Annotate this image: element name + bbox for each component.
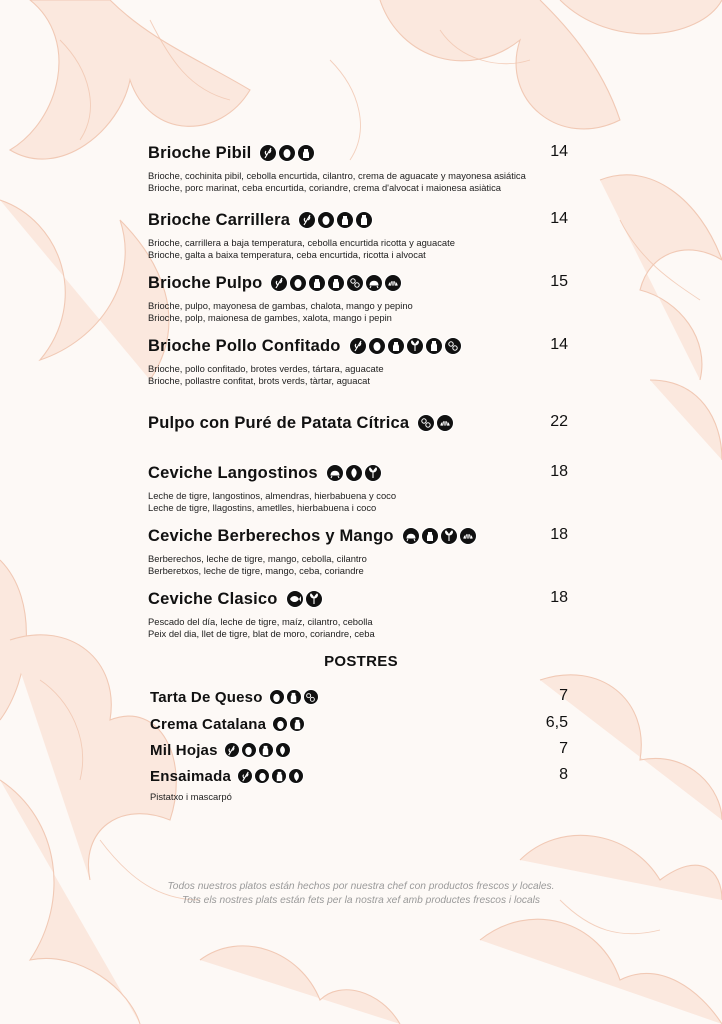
dish-description-ca: Brioche, galta a baixa temperatura, ceba encurtida, ricotta i alvocat	[148, 249, 426, 261]
menu-item	[148, 142, 568, 195]
dish-description-ca: Leche de tigre, llagostins, ametlles, hierbabuena i coco	[148, 502, 377, 514]
mollusc-icon	[459, 527, 477, 545]
dessert-name: Crema Catalana	[150, 715, 267, 733]
egg-icon	[289, 274, 307, 292]
dish-price: 14	[550, 210, 568, 227]
dish-name: Ceviche Berberechos y Mango	[148, 526, 394, 545]
mollusc-icon	[384, 274, 402, 292]
menu-item	[148, 525, 568, 578]
dish-description-es: Leche de tigre, langostinos, almendras, hierbabuena y coco	[148, 490, 397, 501]
mustard-icon	[336, 211, 354, 229]
celery-icon	[406, 337, 424, 355]
milk-icon	[286, 689, 302, 705]
dish-name: Pulpo con Puré de Patata Cítrica	[148, 413, 410, 432]
sulphite-icon	[303, 689, 319, 705]
milk-icon	[258, 742, 274, 758]
allergen-icons	[417, 414, 455, 432]
footer-line-es: Todos nuestros platos están hechos por nuestra chef con productos frescos y locales.	[167, 881, 555, 892]
mustard-icon	[297, 144, 315, 162]
allergen-icons	[349, 337, 463, 355]
dish-description-es: Berberechos, leche de tigre, mango, cebolla, cilantro	[148, 553, 367, 564]
dish-price: 18	[550, 463, 568, 480]
egg-icon	[269, 689, 285, 705]
crustacean-icon	[402, 527, 420, 545]
gluten-icon	[270, 274, 288, 292]
dish-name: Ceviche Langostinos	[148, 463, 318, 482]
allergen-icons	[269, 689, 320, 705]
allergen-icons	[286, 590, 324, 608]
mustard-icon	[308, 274, 326, 292]
dish-description-ca: Peix del dia, llet de tigre, blat de moro, coriandre, ceba	[148, 628, 375, 640]
dish-name: Brioche Pollo Confitado	[148, 336, 341, 355]
milk-icon	[271, 768, 287, 784]
dish-description-es: Brioche, cochinita pibil, cebolla encurtida, cilantro, crema de aguacate y mayonesa asiática	[148, 170, 526, 181]
dessert-item	[150, 739, 568, 761]
sulphite-icon	[346, 274, 364, 292]
allergen-icons	[237, 768, 305, 784]
dish-description-es: Brioche, pulpo, mayonesa de gambas, chalota, mango y pepino	[148, 300, 413, 311]
nuts-icon	[345, 464, 363, 482]
nuts-icon	[288, 768, 304, 784]
allergen-icons	[298, 211, 374, 229]
egg-icon	[254, 768, 270, 784]
dessert-description: Pistatxo i mascarpó	[150, 791, 232, 802]
menu-item	[148, 412, 568, 434]
dish-price: 15	[550, 273, 568, 290]
menu-item	[148, 462, 568, 515]
milk-icon	[289, 716, 305, 732]
dessert-item	[150, 686, 568, 708]
mollusc-icon	[436, 414, 454, 432]
dish-description-ca: Berberetxos, leche de tigre, mango, ceba, coriandre	[148, 565, 364, 577]
section-title-desserts: POSTRES	[324, 653, 398, 670]
egg-icon	[317, 211, 335, 229]
allergen-icons	[402, 527, 478, 545]
milk-icon	[425, 337, 443, 355]
menu-item	[148, 272, 568, 325]
egg-icon	[241, 742, 257, 758]
dessert-item	[150, 713, 568, 735]
egg-icon	[368, 337, 386, 355]
celery-icon	[305, 590, 323, 608]
allergen-icons	[259, 144, 316, 162]
sulphite-icon	[417, 414, 435, 432]
nuts-icon	[275, 742, 291, 758]
dish-price: 18	[550, 526, 568, 543]
footer-line-ca: Tots els nostres plats están fets per la nostra xef amb productes frescos i locals	[181, 895, 541, 906]
dish-name: Ceviche Clasico	[148, 589, 278, 608]
gluten-icon	[298, 211, 316, 229]
dish-description-es: Brioche, pollo confitado, brotes verdes, tártara, aguacate	[148, 363, 384, 374]
dish-name: Brioche Pulpo	[148, 273, 263, 292]
footer-note	[0, 880, 722, 908]
celery-icon	[440, 527, 458, 545]
celery-icon	[364, 464, 382, 482]
gluten-icon	[224, 742, 240, 758]
sulphite-icon	[444, 337, 462, 355]
gluten-icon	[237, 768, 253, 784]
dessert-name: Tarta De Queso	[150, 688, 263, 706]
dish-name: Brioche Pibil	[148, 143, 252, 162]
allergen-icons	[270, 274, 403, 292]
dish-description-ca: Brioche, polp, maionesa de gambes, xalota, mango i pepin	[148, 312, 392, 324]
dish-description-ca: Brioche, pollastre confitat, brots verds, tàrtar, aguacat	[148, 375, 370, 387]
menu-item	[148, 588, 568, 641]
dish-price: 14	[550, 143, 568, 160]
mustard-icon	[421, 527, 439, 545]
dish-description-ca: Brioche, porc marinat, ceba encurtida, coriandre, crema d'alvocat i maionesa asiàtica	[148, 182, 502, 194]
gluten-icon	[349, 337, 367, 355]
egg-icon	[278, 144, 296, 162]
mustard-icon	[327, 274, 345, 292]
allergen-icons	[224, 742, 292, 758]
dessert-name: Ensaimada	[150, 767, 232, 785]
dish-name: Brioche Carrillera	[148, 210, 291, 229]
egg-icon	[272, 716, 288, 732]
dish-description-es: Pescado del día, leche de tigre, maíz, cilantro, cebolla	[148, 616, 373, 627]
crustacean-icon	[365, 274, 383, 292]
allergen-icons	[272, 716, 306, 732]
dessert-price: 7	[559, 687, 568, 704]
dish-description-es: Brioche, carrillera a baja temperatura, cebolla encurtida ricotta y aguacate	[148, 237, 455, 248]
dessert-price: 7	[559, 740, 568, 757]
mustard-icon	[387, 337, 405, 355]
milk-icon	[355, 211, 373, 229]
dish-price: 22	[550, 413, 568, 430]
menu-item	[148, 335, 568, 388]
dessert-price: 8	[559, 766, 568, 783]
dessert-item	[150, 765, 568, 803]
fish-icon	[286, 590, 304, 608]
dish-price: 18	[550, 589, 568, 606]
dessert-price: 6,5	[545, 714, 568, 731]
gluten-icon	[259, 144, 277, 162]
allergen-icons	[326, 464, 383, 482]
menu-item	[148, 209, 568, 262]
crustacean-icon	[326, 464, 344, 482]
dessert-name: Mil Hojas	[150, 741, 218, 759]
dish-price: 14	[550, 336, 568, 353]
